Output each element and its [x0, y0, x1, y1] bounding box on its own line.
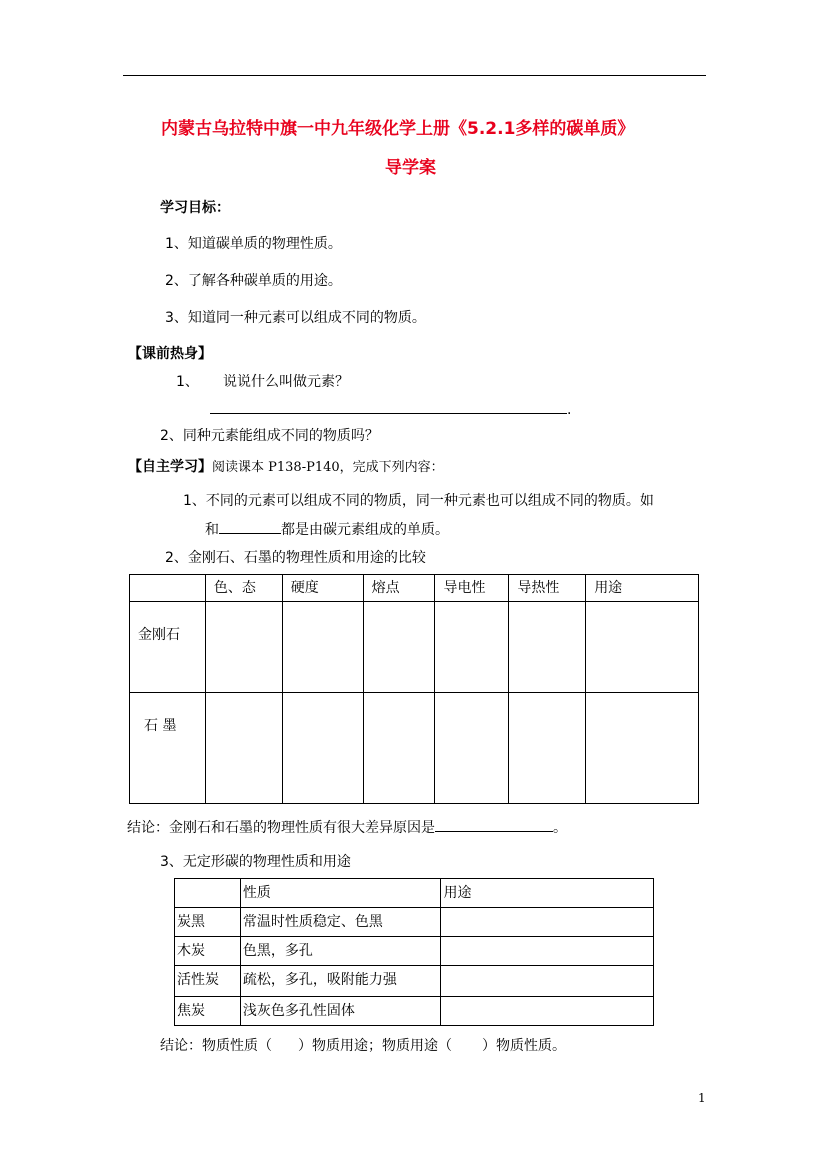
- header-rule: [123, 75, 706, 76]
- conclusion-2-c: ）物质性质。: [482, 1038, 566, 1054]
- row-label-diamond: 金刚石: [130, 602, 206, 693]
- blank-carbon-allotrope[interactable]: [219, 517, 281, 534]
- answer-cell[interactable]: [282, 602, 363, 693]
- carbon-property: 色黑，多孔: [240, 937, 441, 966]
- table-row: [175, 966, 654, 997]
- table-row: [130, 693, 699, 804]
- header-cell: [175, 879, 241, 908]
- answer-cell[interactable]: [205, 602, 282, 693]
- header-cell: [130, 575, 206, 602]
- header-cell: 用途: [441, 879, 654, 908]
- answer-cell[interactable]: [363, 602, 435, 693]
- q1-end-dot: .: [567, 402, 572, 418]
- self-study-item2: 2、金刚石、石墨的物理性质和用途的比较: [165, 550, 426, 566]
- objective-item: 3、知道同一种元素可以组成不同的物质。: [165, 310, 426, 326]
- conclusion-1-end: 。: [553, 820, 567, 836]
- answer-cell[interactable]: [441, 937, 654, 966]
- answer-cell[interactable]: [435, 602, 509, 693]
- carbon-name: 焦炭: [175, 997, 241, 1026]
- warmup-q1-text: 说说什么叫做元素？: [223, 374, 349, 390]
- row-label-graphite: 石 墨: [130, 693, 206, 804]
- table-header-row: [130, 575, 699, 602]
- warmup-q1-number: 1、: [176, 374, 199, 390]
- answer-cell[interactable]: [586, 693, 699, 804]
- header-cell: 硬度: [282, 575, 363, 602]
- warmup-q2: 2、同种元素能组成不同的物质吗？: [160, 428, 379, 444]
- table-row: [175, 937, 654, 966]
- objective-item: 2、了解各种碳单质的用途。: [165, 273, 342, 289]
- conclusion-2-b: ）物质用途；物质用途（: [298, 1038, 452, 1054]
- conclusion-1-text: 结论：金刚石和石墨的物理性质有很大差异原因是: [127, 820, 435, 836]
- conclusion-2: [160, 1035, 566, 1055]
- warmup-heading: 【课前热身】: [128, 346, 212, 362]
- self-study-item1-line2: [205, 517, 449, 539]
- item1-and: 和: [205, 522, 219, 538]
- self-study-intro: 阅读课本 P138-P140，完成下列内容：: [212, 460, 444, 475]
- answer-cell[interactable]: [441, 997, 654, 1026]
- self-study-heading: 【自主学习】: [128, 459, 212, 475]
- table-row: [175, 997, 654, 1026]
- self-study-line: [128, 456, 444, 476]
- table-row: [175, 908, 654, 937]
- carbon-name: 活性炭: [175, 966, 241, 997]
- objectives-heading: 学习目标：: [160, 200, 230, 216]
- carbon-name: 炭黑: [175, 908, 241, 937]
- answer-cell[interactable]: [435, 693, 509, 804]
- page-number: 1: [698, 1091, 706, 1105]
- title-line-1: 内蒙古乌拉特中旗一中九年级化学上册《5.2.1多样的碳单质》: [161, 119, 635, 139]
- answer-cell[interactable]: [363, 693, 435, 804]
- header-cell: 熔点: [363, 575, 435, 602]
- self-study-item1-line1: 1、不同的元素可以组成不同的物质，同一种元素也可以组成不同的物质。如: [183, 493, 654, 509]
- header-cell: 色、态: [205, 575, 282, 602]
- answer-cell[interactable]: [509, 602, 586, 693]
- answer-line-q1[interactable]: [210, 396, 571, 418]
- item1-rest: 都是由碳元素组成的单质。: [281, 522, 449, 538]
- header-cell: 导电性: [435, 575, 509, 602]
- amorphous-carbon-table: [174, 878, 654, 1026]
- answer-cell[interactable]: [441, 908, 654, 937]
- answer-cell[interactable]: [509, 693, 586, 804]
- header-cell: 导热性: [509, 575, 586, 602]
- item-3: 3、无定形碳的物理性质和用途: [160, 854, 351, 870]
- comparison-table: [129, 574, 699, 804]
- blank-reason[interactable]: [435, 815, 553, 832]
- answer-cell[interactable]: [441, 966, 654, 997]
- header-cell: 用途: [586, 575, 699, 602]
- carbon-property: 疏松，多孔，吸附能力强: [240, 966, 441, 997]
- answer-cell[interactable]: [282, 693, 363, 804]
- objective-item: 1、知道碳单质的物理性质。: [165, 236, 342, 252]
- answer-cell[interactable]: [586, 602, 699, 693]
- title-line-2: 导学案: [385, 158, 436, 178]
- carbon-name: 木炭: [175, 937, 241, 966]
- header-cell: 性质: [240, 879, 441, 908]
- answer-cell[interactable]: [205, 693, 282, 804]
- carbon-property: 浅灰色多孔性固体: [240, 997, 441, 1026]
- conclusion-2-a: 结论：物质性质（: [160, 1038, 272, 1054]
- table-header-row: [175, 879, 654, 908]
- table-row: [130, 602, 699, 693]
- conclusion-1: [127, 815, 567, 837]
- carbon-property: 常温时性质稳定、色黑: [240, 908, 441, 937]
